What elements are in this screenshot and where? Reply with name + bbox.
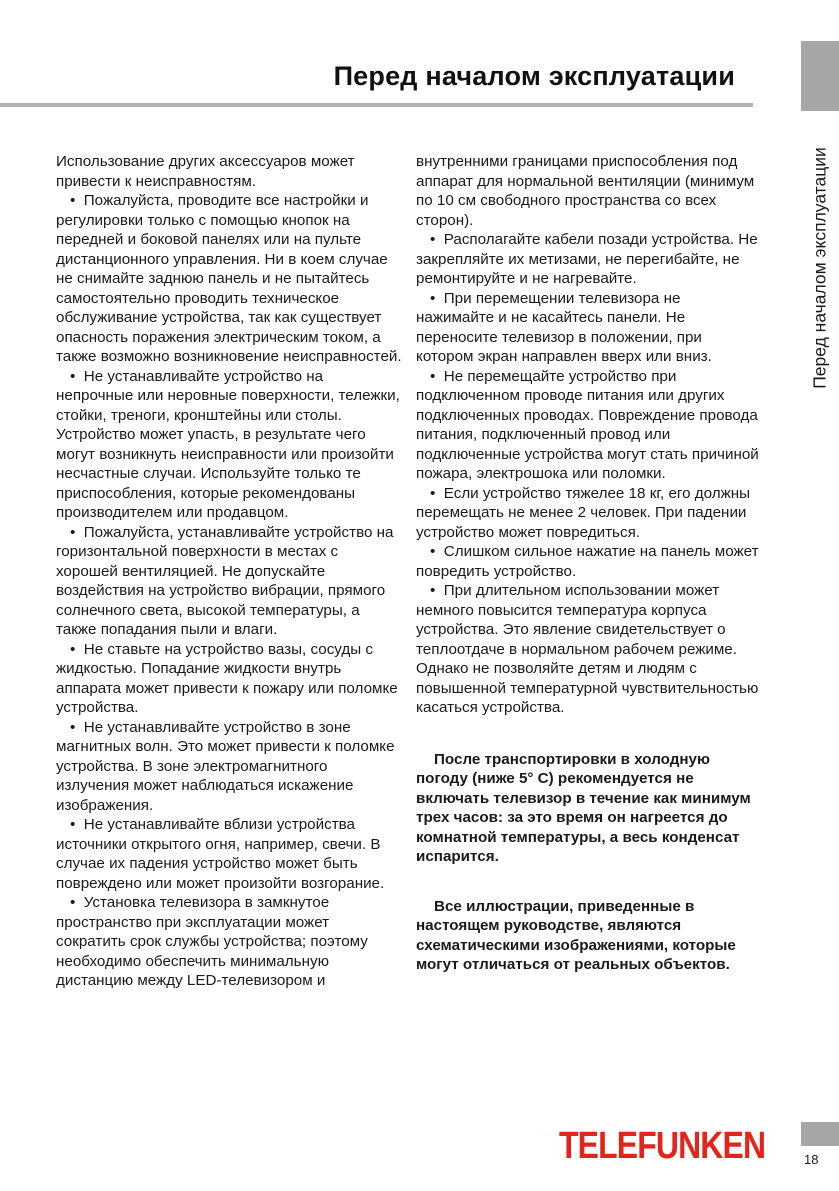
left-column <box>56 152 402 991</box>
paragraph: внутренними границами приспособления под аппарат для нормальной вентиляции (минимум по 10 см свободного пространства со всех сторон). <box>416 153 755 229</box>
bullet-item: • Если устройство тяжелее 18 кг, его должны перемещать не менее 2 человек. При падении устройство может повредиться. <box>416 484 762 543</box>
bullet-item: • Не устанавливайте вблизи устройства источники открытого огня, например, свечи. В случае их падения устройство может быть повреждено или может произойти возгорание. <box>56 815 402 893</box>
header-divider <box>0 103 753 107</box>
bullet-item: • Слишком сильное нажатие на панель может повредить устройство. <box>416 542 762 581</box>
right-column <box>416 152 762 975</box>
bullet-item: • Не перемещайте устройство при подключенном проводе питания или других подключенных проводах. Повреждение провода питания, подключенный провод или подключенные устройства могут стать причиной пожара, электрошока или поломки. <box>416 367 762 484</box>
brand-logo: TELEFUNKEN <box>559 1125 766 1167</box>
side-tab-marker <box>801 41 839 111</box>
page-title: Перед началом эксплуатации <box>333 61 735 91</box>
bullet-item: • Располагайте кабели позади устройства. Не закрепляйте их метизами, не перегибайте, не ремонтируйте и не нагревайте. <box>416 230 762 289</box>
page-tab-marker <box>801 1122 839 1146</box>
bullet-item: • Пожалуйста, устанавливайте устройство на горизонтальной поверхности в местах с хорошей вентиляцией. Не допускайте воздействия на устройство вибрации, прямого солнечного света, высокой температуры, а также попадания пыли и влаги. <box>56 523 402 640</box>
bullet-item: • При длительном использовании может немного повысится температура корпуса устройства. Это явление свидетельствует о теплоотдаче в нормальном рабочем режиме. Однако не позволяйте детям и людям с повышенной температурной чувствительностью касаться устройства. <box>416 581 762 718</box>
bullet-item: • Не устанавливайте устройство в зоне магнитных волн. Это может привести к поломке устройства. В зоне электромагнитного излучения может наблюдаться искажение изображения. <box>56 718 402 816</box>
side-section-title: Перед началом эксплуатации <box>809 147 830 389</box>
bullet-item: • При перемещении телевизора не нажимайте и не касайтесь панели. Не переносите телевизор в положении, при котором экран направлен вверх или вниз. <box>416 289 762 367</box>
page-number: 18 <box>804 1152 819 1167</box>
bullet-item: • Установка телевизора в замкнутое пространство при эксплуатации может сократить срок службы устройства; поэтому необходимо обеспечить минимальную дистанцию между LED-телевизором и <box>56 893 402 991</box>
illustration-note: Все иллюстрации, приведенные в настоящем руководстве, являются схематическими изображениями, которые могут отличаться от реальных объектов. <box>416 897 736 973</box>
bullet-item: • Не ставьте на устройство вазы, сосуды с жидкостью. Попадание жидкости внутрь аппарата может привести к пожару или поломке устройства. <box>56 640 402 718</box>
transport-note: После транспортировки в холодную погоду (ниже 5° C) рекомендуется не включать телевизор в течение как минимум трех часов: за это время он нагреется до комнатной температуры, а весь конденсат испарится. <box>416 750 751 865</box>
paragraph: Использование других аксессуаров может привести к неисправностям. <box>56 153 355 190</box>
bullet-item: • Пожалуйста, проводите все настройки и регулировки только с помощью кнопок на передней и боковой панелях или на пульте дистанционного управления. Ни в коем случае не снимайте заднюю панель и не пытайтесь самостоятельно проводить техническое обслуживание устройства, так как существует опасность поражения электрическим током, а также возможно возникновение неисправностей. <box>56 191 402 367</box>
bullet-item: • Не устанавливайте устройство на непрочные или неровные поверхности, тележки, стойки, треноги, кронштейны или столы. Устройство может упасть, в результате чего могут возникнуть неисправности или произойти несчастные случаи. Используйте только те приспособления, которые рекомендованы производителем или продавцом. <box>56 367 402 523</box>
